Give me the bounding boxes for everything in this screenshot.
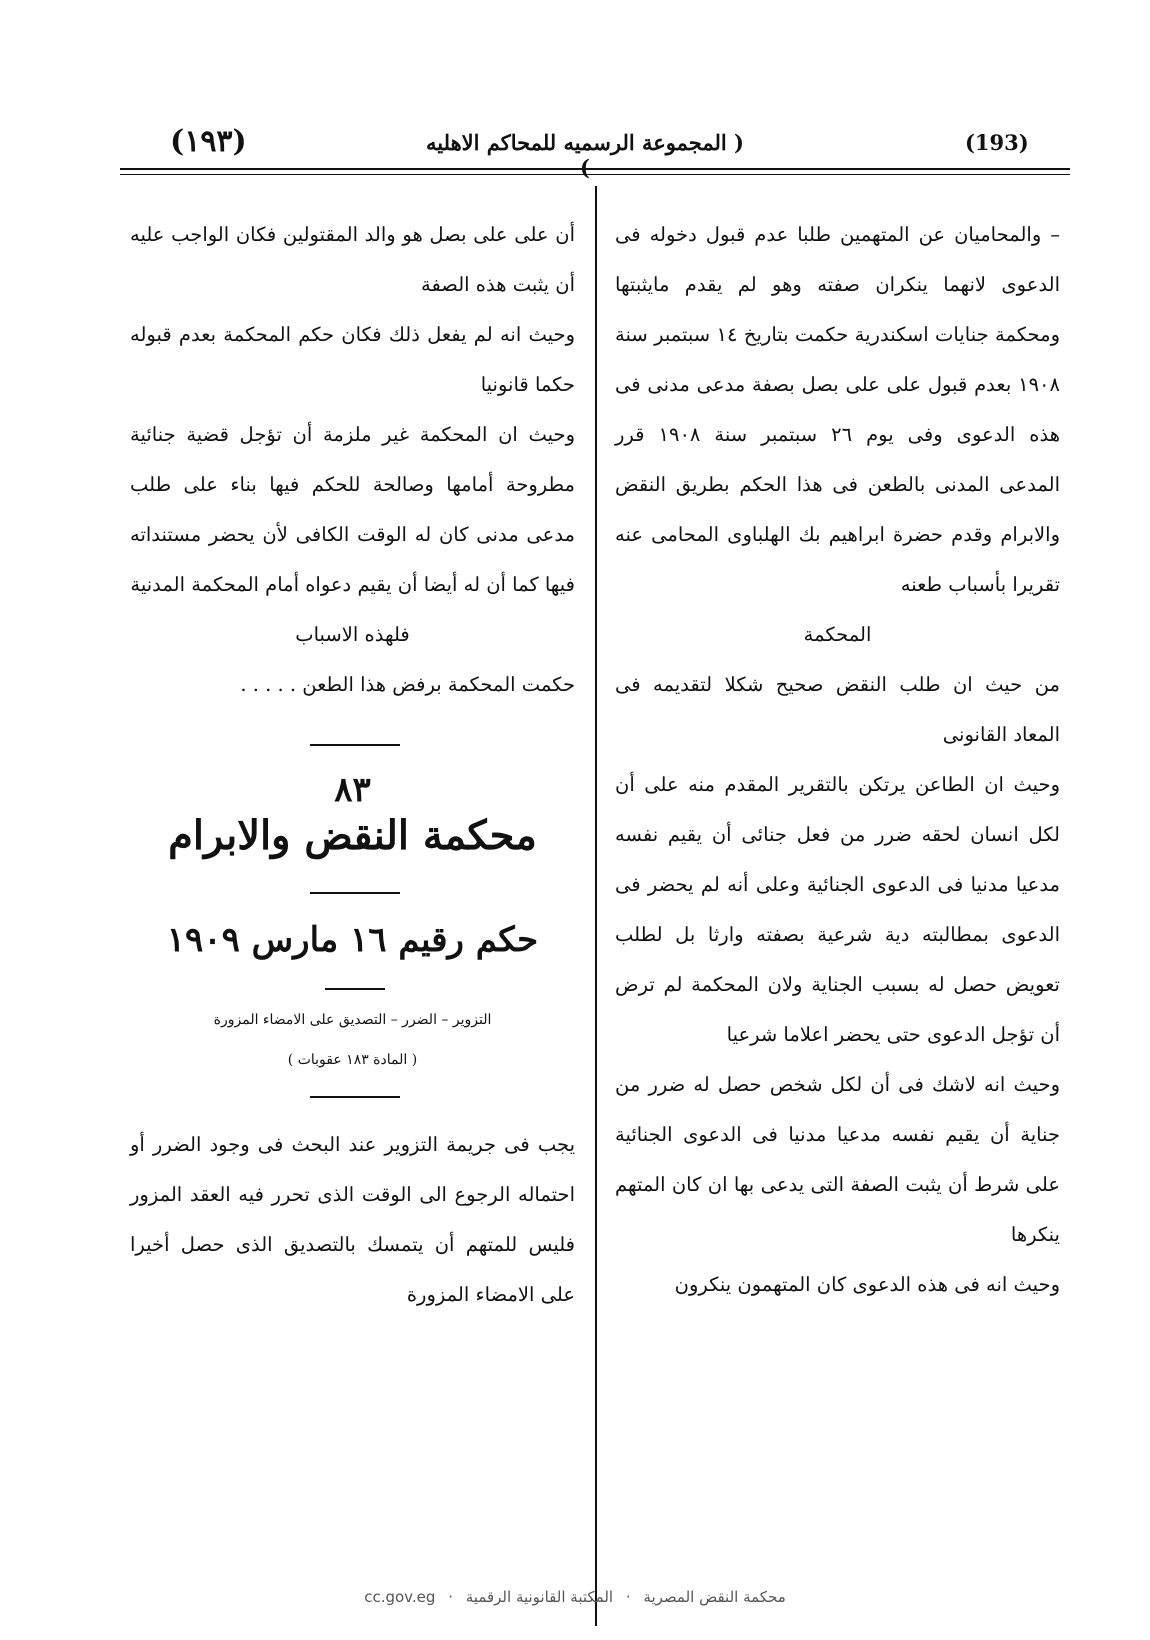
header-rule xyxy=(120,168,1070,170)
column-divider xyxy=(595,186,597,1626)
left-paragraph-3: وحيث ان المحكمة غير ملزمة أن تؤجل قضية جنائية مطروحة أمامها وصالحة للحكم فيها بناء على طلب مدعى مدنى كان له الوقت الكافى لأن يحضر مستنداته فيها كما أن له أيضا أن يقيم دعواه أمام المحكمة المدنية xyxy=(130,423,575,596)
summary-block xyxy=(130,1120,575,1320)
footer-separator-2: · xyxy=(625,1588,631,1606)
page-number-latin: (193) xyxy=(965,130,1029,155)
court-name: محكمة النقض والابرام xyxy=(168,812,537,859)
left-paragraph-2: وحيث انه لم يفعل ذلك فكان حكم المحكمة بعدم قبوله حكما قانونيا xyxy=(130,323,575,396)
article-reference: ( المادة ١٨٣ عقوبات ) xyxy=(287,1052,418,1068)
court-paragraph-1: من حيث ان طلب النقض صحيح شكلا لتقديمه فى المعاد القانونى xyxy=(615,673,1060,746)
footer xyxy=(0,1588,1150,1606)
ruling-summary: يجب فى جريمة التزوير عند البحث فى وجود الضرر أو احتماله الرجوع الى الوقت الذى تحرر فيه العقد المزور فليس للمتهم أن يتمسك بالتصديق الذى حصل أخيرا على الامضاء المزورة xyxy=(130,1133,575,1306)
section-rule-3 xyxy=(325,988,385,990)
case-number: ٨٣ xyxy=(334,770,371,810)
footer-court: محكمة النقض المصرية xyxy=(643,1588,786,1606)
header-rule-thin xyxy=(120,174,1070,175)
left-column xyxy=(130,210,575,710)
court-paragraph-3: وحيث انه لاشك فى أن لكل شخص حصل له ضرر من جناية أن يقيم نفسه مدعيا مدنيا فى الدعوى الجنائية على شرط أن يثبت الصفة التى يدعى بها ان كان المتهم ينكرها xyxy=(615,1073,1060,1246)
footer-library: المكتبة القانونية الرقمية xyxy=(465,1588,614,1606)
left-paragraph-1: أن على على بصل هو والد المقتولين فكان الواجب عليه أن يثبت هذه الصفة xyxy=(130,223,575,296)
right-column xyxy=(615,210,1060,1310)
running-title: ( المجموعة الرسميه للمحاكم الاهليه ) xyxy=(426,130,744,180)
footer-separator: · xyxy=(448,1588,453,1606)
court-heading: المحكمة xyxy=(803,623,872,646)
court-paragraph-4: وحيث انه فى هذه الدعوى كان المتهمون ينكرون xyxy=(674,1273,1060,1296)
section-rule-4 xyxy=(310,1096,400,1098)
court-paragraph-2: وحيث ان الطاعن يرتكن بالتقرير المقدم منه على أن لكل انسان لحقه ضرر من فعل جنائى أن يقيم نفسه مدعيا مدنيا فى الدعوى الجنائية وعلى أنه لم يحضر فى الدعوى بمطالبته دية شرعية بصفته وارثا بل لطلب تعويض حصل له بسبب الجناية ولان المحكمة لم ترض أن تؤجل الدعوى حتى يحضر اعلاما شرعيا xyxy=(615,773,1060,1046)
reasons-heading: فلهذه الاسباب xyxy=(295,623,410,646)
keywords: التزوير – الضرر – التصديق على الامضاء المزورة xyxy=(213,1012,492,1028)
page-number-arabic: (١٩٣) xyxy=(170,124,247,159)
verdict: حكمت المحكمة برفض هذا الطعن . . . . . xyxy=(240,673,575,696)
ruling-date: حكم رقيم ١٦ مارس ١٩٠٩ xyxy=(166,920,539,960)
section-rule-2 xyxy=(310,892,400,894)
footer-domain: cc.gov.eg xyxy=(364,1588,436,1606)
intro-paragraph: – والمحاميان عن المتهمين طلبا عدم قبول دخوله فى الدعوى لانهما ينكران صفته وهو لم يقدم مايثبتها ومحكمة جنايات اسكندرية حكمت بتاريخ ١٤ سبتمبر سنة ١٩٠٨ بعدم قبول على على بصل بصفة مدعى مدنى فى هذه الدعوى وفى يوم ٢٦ سبتمبر سنة ١٩٠٨ قرر المدعى المدنى بالطعن فى هذا الحكم بطريق النقض والابرام وقدم حضرة ابراهيم بك الهلباوى المحامى عنه تقريرا بأسباب طعنه xyxy=(615,223,1060,596)
section-rule xyxy=(310,744,400,746)
